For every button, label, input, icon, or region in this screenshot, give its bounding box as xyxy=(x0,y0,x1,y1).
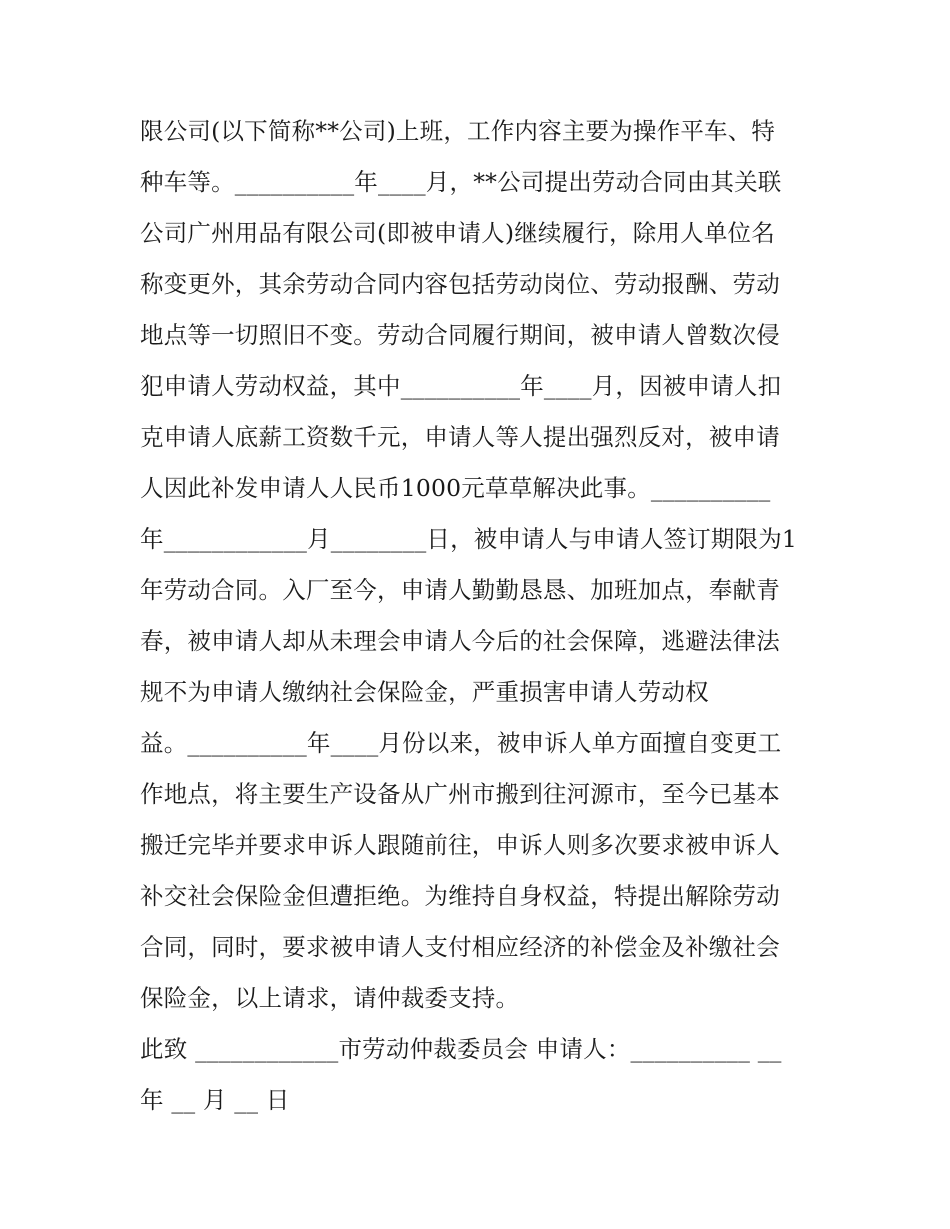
text-line: 公司广州用品有限公司(即被申请人)继续履行，除用人单位名 xyxy=(140,219,775,247)
text-line: 种车等。__________年____月，**公司提出劳动合同由其关联 xyxy=(140,168,782,196)
text-line: 人因此补发申请人人民币1000元草草解决此事。__________ xyxy=(140,474,771,502)
text-line: 搬迁完毕并要求申诉人跟随前往，申诉人则多次要求被申诉人 xyxy=(140,831,780,859)
date-line: 年 __ 月 __ 日 xyxy=(140,1086,290,1114)
text-line: 年____________月________日，被申请人与申请人签订期限为1 xyxy=(140,525,798,553)
text-line: 保险金，以上请求，请仲裁委支持。 xyxy=(140,984,520,1012)
text-line: 克申请人底薪工资数千元，申请人等人提出强烈反对，被申请 xyxy=(140,423,780,451)
document-body xyxy=(140,106,820,1126)
salutation-line: 此致 ____________市劳动仲裁委员会 申请人：__________ __ xyxy=(140,1035,782,1063)
text-line: 益。__________年____月份以来，被申诉人单方面擅自变更工 xyxy=(140,729,782,757)
text-line: 合同，同时，要求被申请人支付相应经济的补偿金及补缴社会 xyxy=(140,933,780,961)
text-line: 春，被申请人却从未理会申请人今后的社会保障，逃避法律法 xyxy=(140,627,780,655)
text-line: 犯申请人劳动权益，其中__________年____月，因被申请人扣 xyxy=(140,372,782,400)
text-line: 作地点，将主要生产设备从广州市搬到往河源市，至今已基本 xyxy=(140,780,780,808)
text-line: 地点等一切照旧不变。劳动合同履行期间，被申请人曾数次侵 xyxy=(140,321,780,349)
text-line: 限公司(以下简称**公司)上班，工作内容主要为操作平车、特 xyxy=(140,117,776,145)
text-line: 年劳动合同。入厂至今，申请人勤勤恳恳、加班加点，奉献青 xyxy=(140,576,780,604)
text-line: 称变更外，其余劳动合同内容包括劳动岗位、劳动报酬、劳动 xyxy=(140,270,780,298)
text-line: 补交社会保险金但遭拒绝。为维持自身权益，特提出解除劳动 xyxy=(140,882,780,910)
text-line: 规不为申请人缴纳社会保险金，严重损害申请人劳动权 xyxy=(140,678,709,706)
